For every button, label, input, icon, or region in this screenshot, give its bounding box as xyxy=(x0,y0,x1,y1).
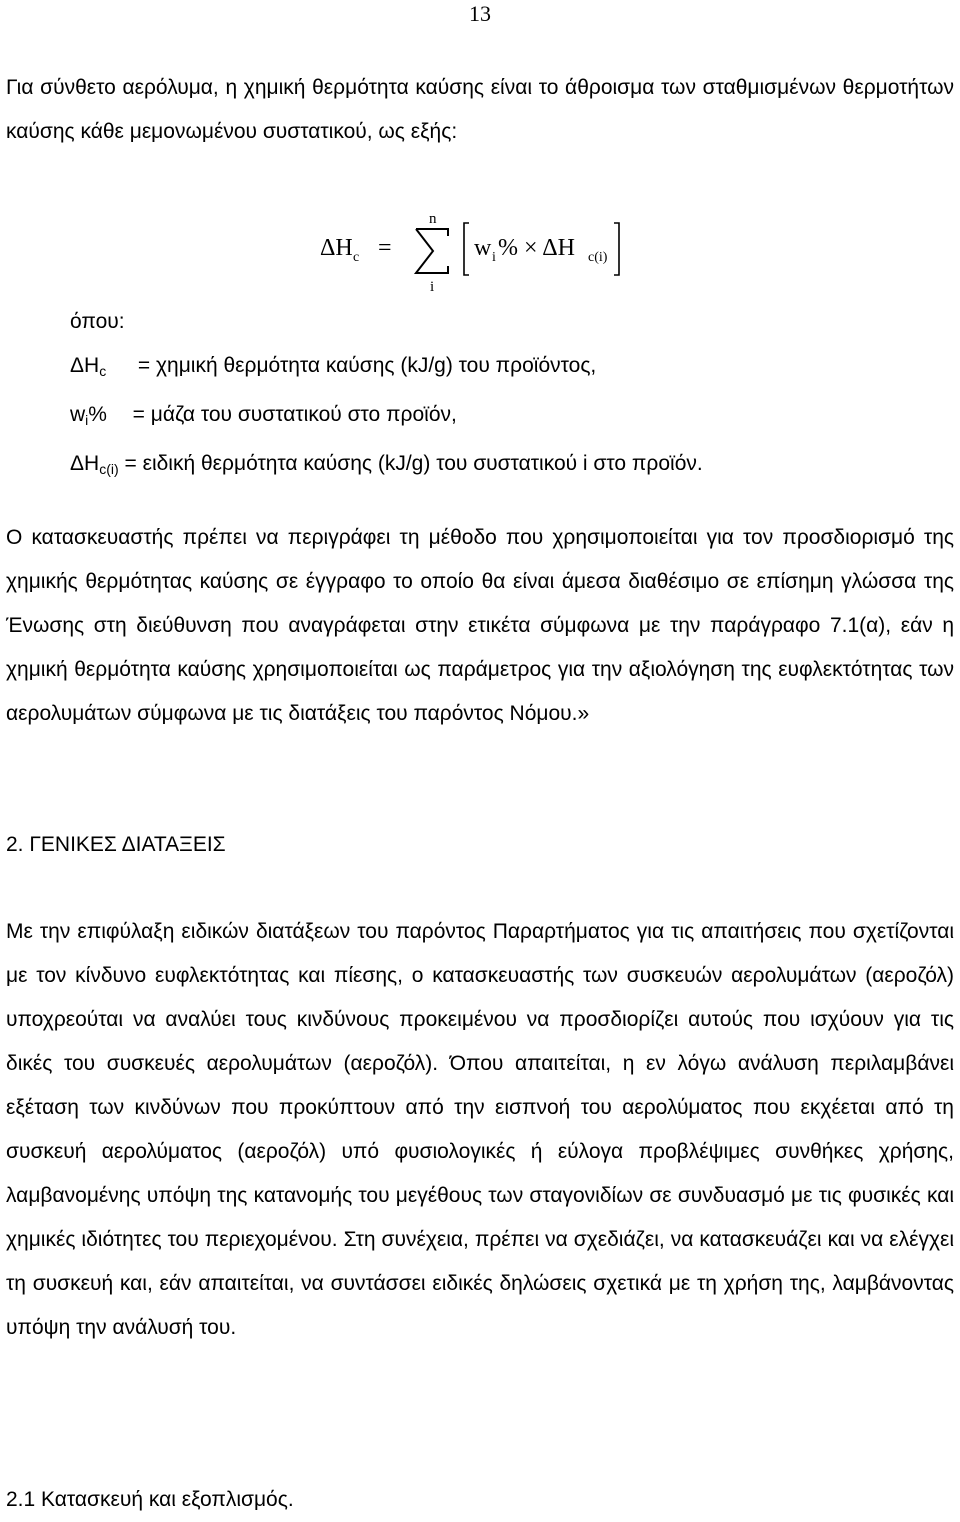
page-number: 13 xyxy=(469,1,491,26)
right-bracket xyxy=(614,223,619,275)
section-2-1-heading: 2.1 Κατασκευή και εξοπλισμός. xyxy=(6,1488,294,1511)
formula-pct-times: % × ΔH xyxy=(498,235,575,261)
formula-equals: = xyxy=(378,235,392,261)
heat-of-combustion-formula xyxy=(0,203,960,293)
definition-text: = χημική θερμότητα καύσης (kJ/g) του προϊόντος, xyxy=(137,354,597,377)
formula-w-sub: i xyxy=(492,250,496,265)
sum-upper-limit: n xyxy=(429,211,437,227)
left-bracket xyxy=(464,223,469,275)
symbol-sub: c xyxy=(99,363,107,379)
section-2-heading: 2. ΓΕΝΙΚΕΣ ΔΙΑΤΑΞΕΙΣ xyxy=(6,833,226,856)
definition-wi xyxy=(70,393,950,442)
formula-w: w xyxy=(474,235,492,261)
definitions-intro: όπου: xyxy=(70,310,125,333)
symbol-sub: c(i) xyxy=(99,461,119,477)
summation-symbol xyxy=(416,229,448,273)
sum-lower-limit: i xyxy=(430,279,435,293)
formula-lhs: ΔH xyxy=(320,235,353,261)
symbol: ΔH xyxy=(70,452,100,475)
definition-text: = μάζα του συστατικού στο προϊόν, xyxy=(132,403,457,426)
definition-text: = ειδική θερμότητα καύσης (kJ/g) του συστατικού i στο προϊόν. xyxy=(124,452,703,475)
definitions xyxy=(70,300,950,491)
symbol: w xyxy=(70,403,86,426)
formula-graphic xyxy=(320,203,640,293)
definition-dhci xyxy=(70,442,950,491)
definition-dhc xyxy=(70,344,950,393)
intro-paragraph: Για σύνθετο αερόλυμα, η χημική θερμότητα καύσης είναι το άθροισμα των σταθμισμένων θερμοτήτων καύσης κάθε μεμονωμένου συστατικού, ως εξής: xyxy=(6,76,954,143)
symbol-suffix: % xyxy=(88,403,107,426)
formula-lhs-sub: c xyxy=(353,250,360,265)
symbol-sub: i xyxy=(85,412,89,428)
formula-h-sub: c(i) xyxy=(588,250,608,265)
manufacturer-paragraph: Ο κατασκευαστής πρέπει να περιγράφει τη μέθοδο που χρησιμοποιείται για τον προσδιορισμό της χημικής θερμότητας καύσης σε έγγραφο το οποίο θα είναι άμεσα διαθέσιμο σε επίσημη γλώσσα της Ένωσης στη διεύθυνση που αναγράφεται στην ετικέτα σύμφωνα με την παράγραφο 7.1(α), εάν η χημική θερμότητα καύσης χρησιμοποιείται ως παράμετρος για την αξιολόγηση της ευφλεκτότητας των αερολυμάτων σύμφωνα με τις διατάξεις του παρόντος Νόμου.» xyxy=(6,526,954,725)
symbol: ΔH xyxy=(70,354,100,377)
general-provisions-paragraph: Με την επιφύλαξη ειδικών διατάξεων του παρόντος Παραρτήματος για τις απαιτήσεις που σχετίζονται με τον κίνδυνο ευφλεκτότητας και πίεσης, ο κατασκευαστής των συσκευών αερολυμάτων (αεροζόλ) υποχρεούται να αναλύει τους κινδύνους προκειμένου να προσδιορίζει αυτούς που ισχύουν για τις δικές του συσκευές αερολυμάτων (αεροζόλ). Όπου απαιτείται, η εν λόγω ανάλυση περιλαμβάνει εξέταση των κινδύνων που προκύπτουν από την εισπνοή του αερολύματος που εκχέεται από τη συσκευή αερολύματος (αεροζόλ) υπό φυσιολογικές ή εύλογα προβλέψιμες συνθήκες χρήσης, λαμβανομένης υπόψη της κατανομής του μεγέθους των σταγονιδίων σε συνδυασμό με τις φυσικές και χημικές ιδιότητες του περιεχομένου. Στη συνέχεια, πρέπει να σχεδιάζει, να κατασκευάζει και να ελέγχει τη συσκευή και, εάν απαιτείται, να συντάσσει ειδικές δηλώσεις σχετικά με τη χρήση της, λαμβάνοντας υπόψη την ανάλυσή του. xyxy=(6,920,954,1339)
